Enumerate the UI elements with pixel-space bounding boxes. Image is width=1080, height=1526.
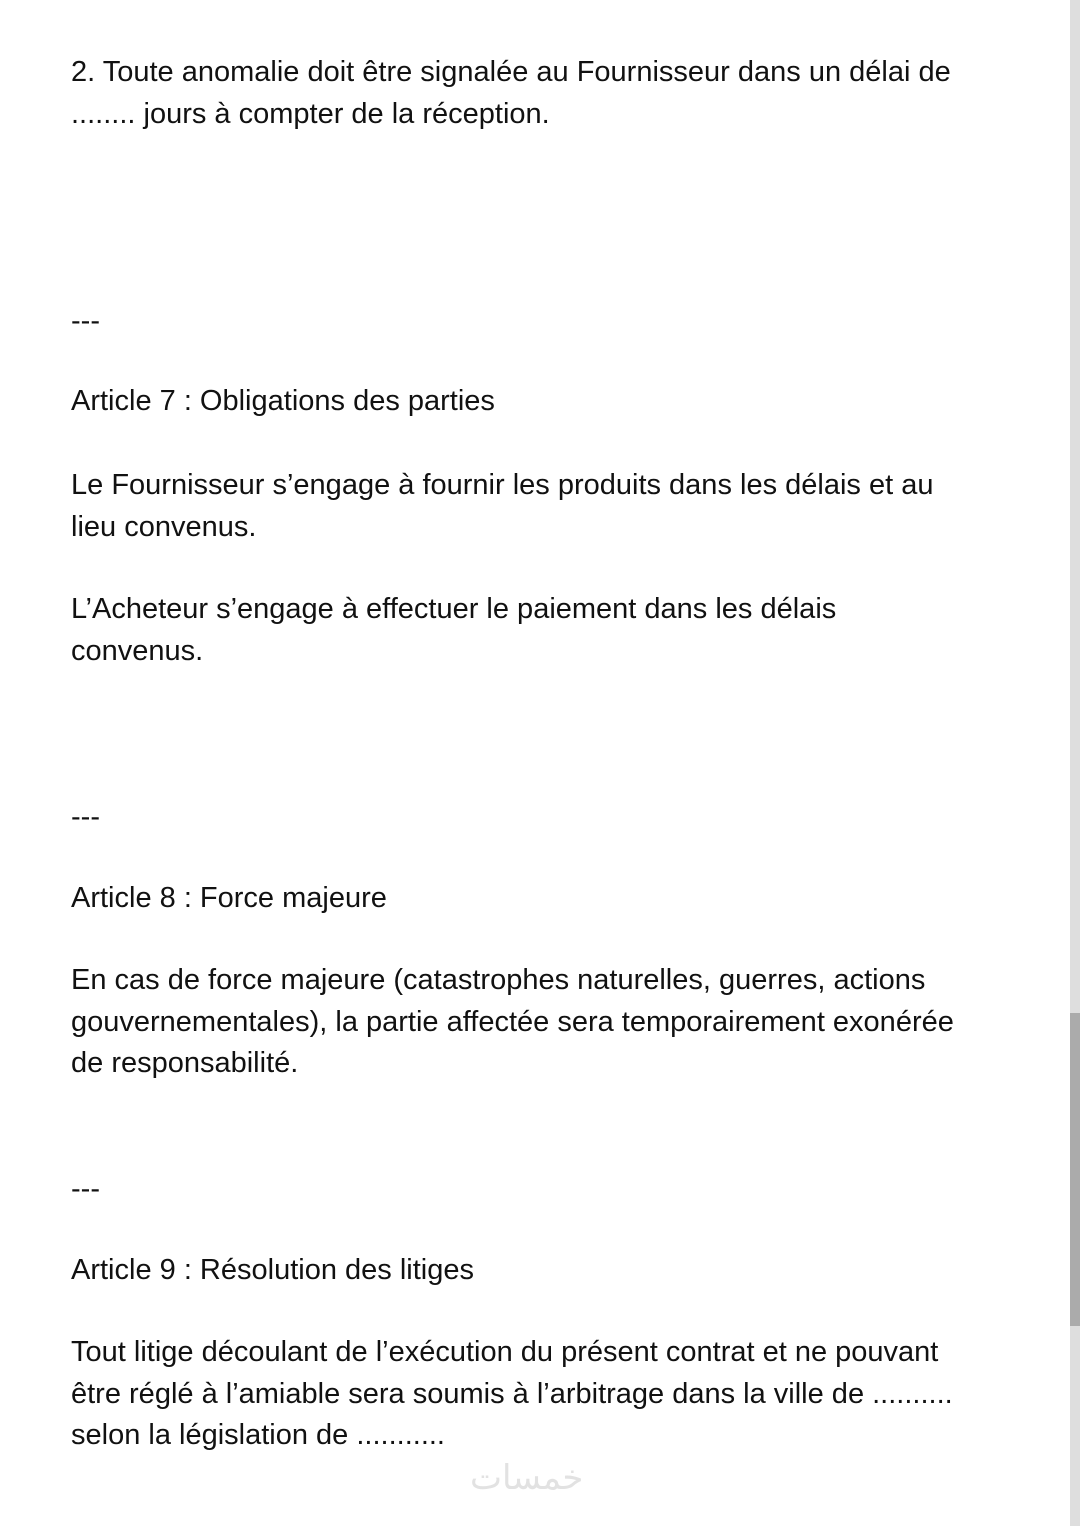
separator: --- xyxy=(71,801,100,833)
text-line: de responsabilité. xyxy=(71,1047,299,1079)
paragraph-acheteur xyxy=(71,589,836,672)
text-line: L’Acheteur s’engage à effectuer le paiement dans les délais xyxy=(71,593,837,625)
separator: --- xyxy=(71,1173,100,1205)
text-line: Tout litige découlant de l’exécution du présent contrat et ne pouvant xyxy=(71,1336,939,1368)
article-9-heading: Article 9 : Résolution des litiges xyxy=(71,1254,474,1286)
text-line: lieu convenus. xyxy=(71,510,257,543)
text-line: gouvernementales), la partie affectée sera temporairement exonérée xyxy=(71,1005,954,1038)
text-line: ........ jours à compter de la réception. xyxy=(71,97,550,130)
article-7-heading: Article 7 : Obligations des parties xyxy=(71,385,495,417)
paragraph-anomalie xyxy=(71,52,951,135)
text-line: Le Fournisseur s’engage à fournir les produits dans les délais et au xyxy=(71,469,934,501)
text-line: convenus. xyxy=(71,634,204,667)
paragraph-fournisseur xyxy=(71,465,933,548)
paragraph-force-majeure xyxy=(71,960,954,1085)
text-line: être réglé à l’amiable sera soumis à l’arbitrage dans la ville de .......... xyxy=(71,1377,953,1410)
separator: --- xyxy=(71,305,100,337)
scrollbar-thumb[interactable] xyxy=(1070,1013,1080,1326)
text-line: selon la législation de ........... xyxy=(71,1419,445,1451)
article-8-heading: Article 8 : Force majeure xyxy=(71,882,387,914)
paragraph-litiges xyxy=(71,1332,953,1457)
watermark-logo: خمسات xyxy=(470,1458,584,1498)
text-line: En cas de force majeure (catastrophes naturelles, guerres, actions xyxy=(71,964,926,996)
text-line: 2. Toute anomalie doit être signalée au Fournisseur dans un délai de xyxy=(71,56,951,88)
